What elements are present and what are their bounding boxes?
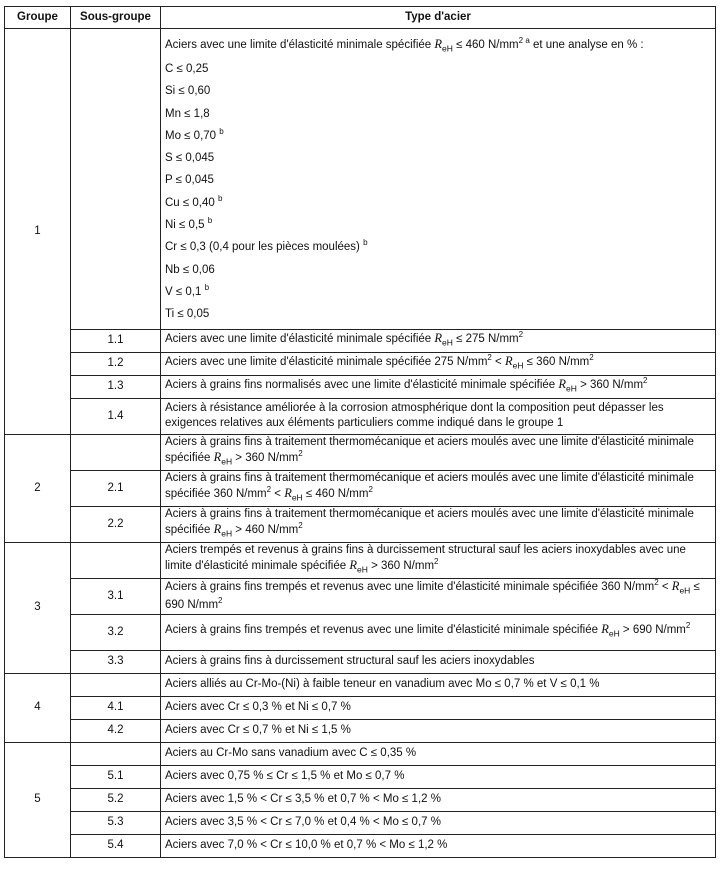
subgroup-cell: 5.2 (71, 788, 161, 811)
type-cell: Aciers avec une limite d'élasticité minimale spécifiée $R_{eH} \le 275$ $N/mm^2$ (161, 329, 716, 352)
type-cell: Aciers à grains fins à traitement thermomécanique et aciers moulés avec une limite d'élasticité minimale spécifiée $R_{eH} > 360$ $N/mm^2$ (161, 434, 716, 470)
subgroup-cell: 5.3 (71, 811, 161, 834)
type-cell: Aciers à grains fins à traitement thermomécanique et aciers moulés avec une limite d'élasticité minimale spécifiée $R_{eH} > 460$ $N/mm^2$ (161, 506, 716, 542)
table-row (5, 788, 716, 811)
subgroup-cell: 4.2 (71, 719, 161, 742)
subgroup-cell (71, 742, 161, 765)
type-cell (161, 29, 716, 330)
composition-ti: Ti ≤ 0,05 (165, 308, 210, 321)
composition-cr: Cr ≤ 0,3 (0,4 pour les pièces moulées) $^b$ (165, 238, 368, 254)
composition-si: Si ≤ 0,60 (165, 85, 211, 98)
reh-symbol: $R_{eH}$ (601, 622, 620, 639)
table-row (5, 470, 716, 506)
subgroup-cell: 1.1 (71, 329, 161, 352)
subgroup-cell: 3.2 (71, 614, 161, 650)
header-type: Type d'acier (161, 7, 716, 29)
composition-ni: Ni ≤ 0,5 $^b$ (165, 216, 213, 232)
table-row (5, 673, 716, 696)
reh-symbol: $R_{eH}$ (504, 353, 524, 371)
composition-c: C ≤ 0,25 (165, 63, 209, 75)
subgroup-cell: 1.3 (71, 375, 161, 398)
table-row (5, 29, 716, 330)
subgroup-cell: 2.1 (71, 470, 161, 506)
table-row (5, 650, 716, 673)
table-row (5, 578, 716, 614)
type-cell: Aciers avec 0,75 % ≤ Cr ≤ 1,5 % et Mo ≤ 0,7 % (161, 765, 716, 788)
reh-symbol: $R_{eH}$ (558, 376, 577, 394)
table-row (5, 811, 716, 834)
type-cell: Aciers alliés au Cr-Mo-(Ni) à faible teneur en vanadium avec Mo ≤ 0,7 % et V ≤ 0,1 % (161, 673, 716, 696)
table-row (5, 765, 716, 788)
group-cell: 2 (5, 434, 71, 542)
type-cell: Aciers à grains fins normalisés avec une limite d'élasticité minimale spécifiée $R_{eH} > 360$ $N/mm^2$ (161, 375, 716, 398)
composition-mo: Mo ≤ 0,70 $^b$ (165, 127, 224, 142)
table-row (5, 542, 716, 578)
subgroup-cell: 2.2 (71, 506, 161, 542)
table-row (5, 398, 716, 434)
type-cell: Aciers avec Cr ≤ 0,7 % et Ni ≤ 1,5 % (161, 719, 716, 742)
table-row (5, 742, 716, 765)
type-cell: Aciers avec Cr ≤ 0,3 % et Ni ≤ 0,7 % (161, 696, 716, 719)
composition-intro: Aciers avec une limite d'élasticité minimale spécifiée $R_{eH} \le 460$ $N/mm^{2 a}$ et une analyse en % : (165, 36, 644, 54)
subgroup-cell: 3.3 (71, 650, 161, 673)
type-cell: Aciers à résistance améliorée à la corrosion atmosphérique dont la composition peut dépasser les exigences relatives aux éléments particuliers comme indiqué dans le groupe 1 (161, 398, 716, 434)
composition-s: S ≤ 0,045 (165, 152, 215, 165)
reh-symbol: $R_{eH}$ (284, 485, 303, 503)
composition-nb: Nb ≤ 0,06 (165, 263, 215, 276)
type-cell: Aciers à grains fins trempés et revenus avec une limite d'élasticité minimale spécifiée $R_{eH} > 690$ $N/mm^2$ (161, 614, 716, 650)
type-cell: Aciers au Cr-Mo sans vanadium avec C ≤ 0,35 % (161, 742, 716, 765)
composition-v: V ≤ 0,1 $^b$ (165, 283, 210, 298)
type-cell: Aciers avec 3,5 % < Cr ≤ 7,0 % et 0,4 % < Mo ≤ 0,7 % (161, 811, 716, 834)
group-cell: 5 (5, 742, 71, 857)
steel-group-table (4, 6, 716, 858)
subgroup-cell (71, 29, 161, 330)
header-row (5, 7, 716, 29)
subgroup-cell (71, 542, 161, 578)
header-sous-groupe: Sous-groupe (71, 7, 161, 29)
header-groupe: Groupe (5, 7, 71, 29)
reh-symbol: $R_{eH}$ (349, 557, 368, 575)
table-row (5, 375, 716, 398)
type-cell: Aciers avec 7,0 % < Cr ≤ 10,0 % et 0,7 % < Mo ≤ 1,2 % (161, 834, 716, 857)
composition-p: P ≤ 0,045 (165, 174, 214, 187)
reh-symbol: $R_{eH}$ (213, 521, 233, 539)
composition-mn: Mn ≤ 1,8 (165, 107, 210, 120)
subgroup-cell: 1.4 (71, 398, 161, 434)
table-row (5, 834, 716, 857)
type-cell: Aciers à grains fins à traitement thermomécanique et aciers moulés avec une limite d'élasticité minimale spécifiée 360 $N/mm^2 < R_{eH} \le 460$ $N/mm^2$ (161, 470, 716, 506)
type-cell: Aciers à grains fins à durcissement structural sauf les aciers inoxydables (161, 650, 716, 673)
subgroup-cell: 1.2 (71, 352, 161, 375)
subgroup-cell: 3.1 (71, 578, 161, 614)
type-cell: Aciers trempés et revenus à grains fins à durcissement structural sauf les aciers inoxydables avec une limite d'élasticité minimale spécifiée $R_{eH} > 360$ $N/mm^2$ (161, 542, 716, 578)
subgroup-cell (71, 673, 161, 696)
group-cell: 3 (5, 542, 71, 673)
group-cell: 4 (5, 673, 71, 742)
table-row (5, 719, 716, 742)
group-cell: 1 (5, 29, 71, 435)
subgroup-cell: 4.1 (71, 696, 161, 719)
reh-symbol: $R_{eH}$ (671, 578, 691, 596)
subgroup-cell: 5.1 (71, 765, 161, 788)
table-row (5, 696, 716, 719)
composition-cu: Cu ≤ 0,40 $^b$ (165, 193, 223, 209)
type-cell: Aciers avec une limite d'élasticité minimale spécifiée 275 $N/mm^2 < R_{eH} \le 360$ $N/mm^2$ (161, 352, 716, 375)
reh-symbol: $R_{eH}$ (434, 37, 453, 54)
subgroup-cell (71, 434, 161, 470)
table-row (5, 506, 716, 542)
table-row (5, 434, 716, 470)
reh-symbol: $R_{eH}$ (213, 449, 233, 467)
reh-symbol: $R_{eH}$ (434, 330, 453, 348)
type-cell: Aciers à grains fins trempés et revenus avec une limite d'élasticité minimale spécifiée 360 $N/mm^2 < R_{eH} \le 690$ $N/mm^2$ (161, 578, 716, 614)
table-row (5, 614, 716, 650)
type-cell: Aciers avec 1,5 % < Cr ≤ 3,5 % et 0,7 % < Mo ≤ 1,2 % (161, 788, 716, 811)
subgroup-cell: 5.4 (71, 834, 161, 857)
table-row (5, 352, 716, 375)
table-row (5, 329, 716, 352)
